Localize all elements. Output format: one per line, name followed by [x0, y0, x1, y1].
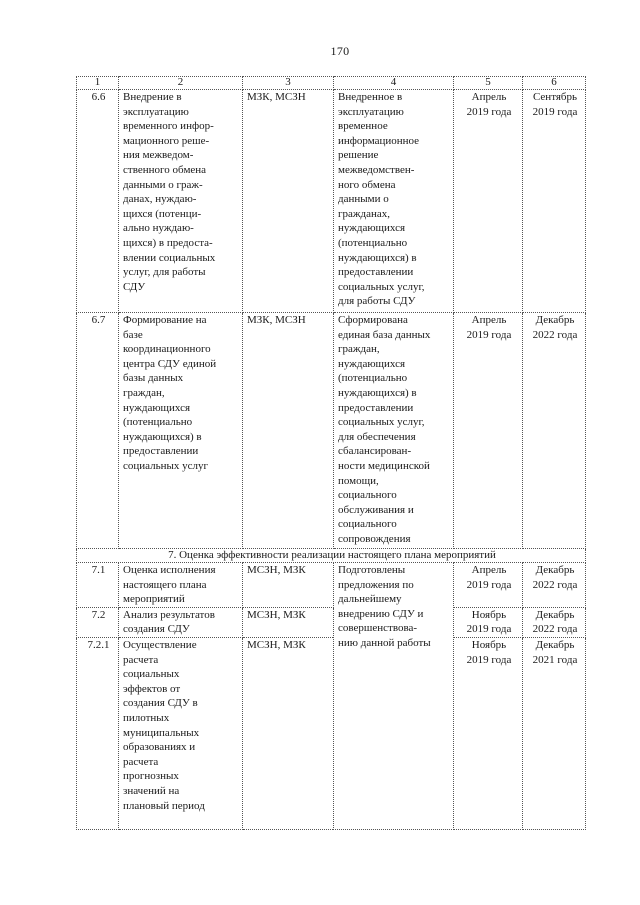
row-number: 6.6 — [77, 90, 119, 313]
table-row — [77, 90, 586, 313]
action-plan-table — [76, 76, 586, 830]
row-number: 7.2.1 — [77, 637, 119, 829]
row-start-date: Ноябрь 2019 года — [454, 637, 523, 829]
section-7-title: 7. Оценка эффективности реализации настоящего плана мероприятий — [77, 549, 586, 563]
row-result: Внедренное в эксплуатацию временное информационное решение межведомствен- ного обмена данными о гражданах, нуждающихся (потенциально нуждающихся) в предоставлении социальных услуг, для работы СДУ — [334, 90, 454, 313]
row-responsible: МСЗН, МЗК — [243, 607, 334, 637]
page-number: 170 — [330, 44, 350, 58]
row-result: Сформирована единая база данных граждан, нуждающихся (потенциально нуждающихся) в предоставлении социальных услуг, для обеспечения сбалансирован- ности медицинской помощи, социального обслуживания и социального сопровождения — [334, 313, 454, 549]
table-header — [77, 77, 586, 90]
section-7-shared-result: Подготовлены предложения по дальнейшему внедрению СДУ и совершенствова- нию данной работы — [334, 563, 454, 830]
table-row — [77, 563, 586, 608]
row-end-date: Декабрь 2021 года — [523, 637, 586, 829]
table-row — [77, 607, 586, 637]
row-end-date: Сентябрь 2019 года — [523, 90, 586, 313]
column-number-header: 1 — [77, 77, 119, 90]
row-start-date: Апрель 2019 года — [454, 90, 523, 313]
row-number: 6.7 — [77, 313, 119, 549]
row-activity: Анализ результатов создания СДУ — [119, 607, 243, 637]
row-activity: Оценка исполнения настоящего плана мероприятий — [119, 563, 243, 608]
row-end-date: Декабрь 2022 года — [523, 313, 586, 549]
row-end-date: Декабрь 2022 года — [523, 607, 586, 637]
row-responsible: МСЗН, МЗК — [243, 637, 334, 829]
row-start-date: Ноябрь 2019 года — [454, 607, 523, 637]
row-activity: Осуществление расчета социальных эффектов от создания СДУ в пилотных муниципальных образованиях и расчета прогнозных значений на плановый период — [119, 637, 243, 829]
column-start-header: 5 — [454, 77, 523, 90]
column-responsible-header: 3 — [243, 77, 334, 90]
table-row — [77, 313, 586, 549]
table-row — [77, 637, 586, 829]
row-responsible: МСЗН, МЗК — [243, 563, 334, 608]
row-activity: Внедрение в эксплуатацию временного инфор- мационного реше- ния межведом- ственного обмена данными о граж- данах, нуждаю- щихся (потенци- ально нуждаю- щихся) в предоста- влении социальных услуг, для работы СДУ — [119, 90, 243, 313]
row-responsible: МЗК, МСЗН — [243, 313, 334, 549]
row-start-date: Апрель 2019 года — [454, 313, 523, 549]
column-end-header: 6 — [523, 77, 586, 90]
row-activity: Формирование на базе координационного центра СДУ единой базы данных граждан, нуждающихся (потенциально нуждающихся) в предоставлении социальных услуг — [119, 313, 243, 549]
row-end-date: Декабрь 2022 года — [523, 563, 586, 608]
row-number: 7.2 — [77, 607, 119, 637]
row-start-date: Апрель 2019 года — [454, 563, 523, 608]
row-responsible: МЗК, МСЗН — [243, 90, 334, 313]
column-result-header: 4 — [334, 77, 454, 90]
section-heading-row — [77, 549, 586, 563]
row-number: 7.1 — [77, 563, 119, 608]
column-activity-header: 2 — [119, 77, 243, 90]
